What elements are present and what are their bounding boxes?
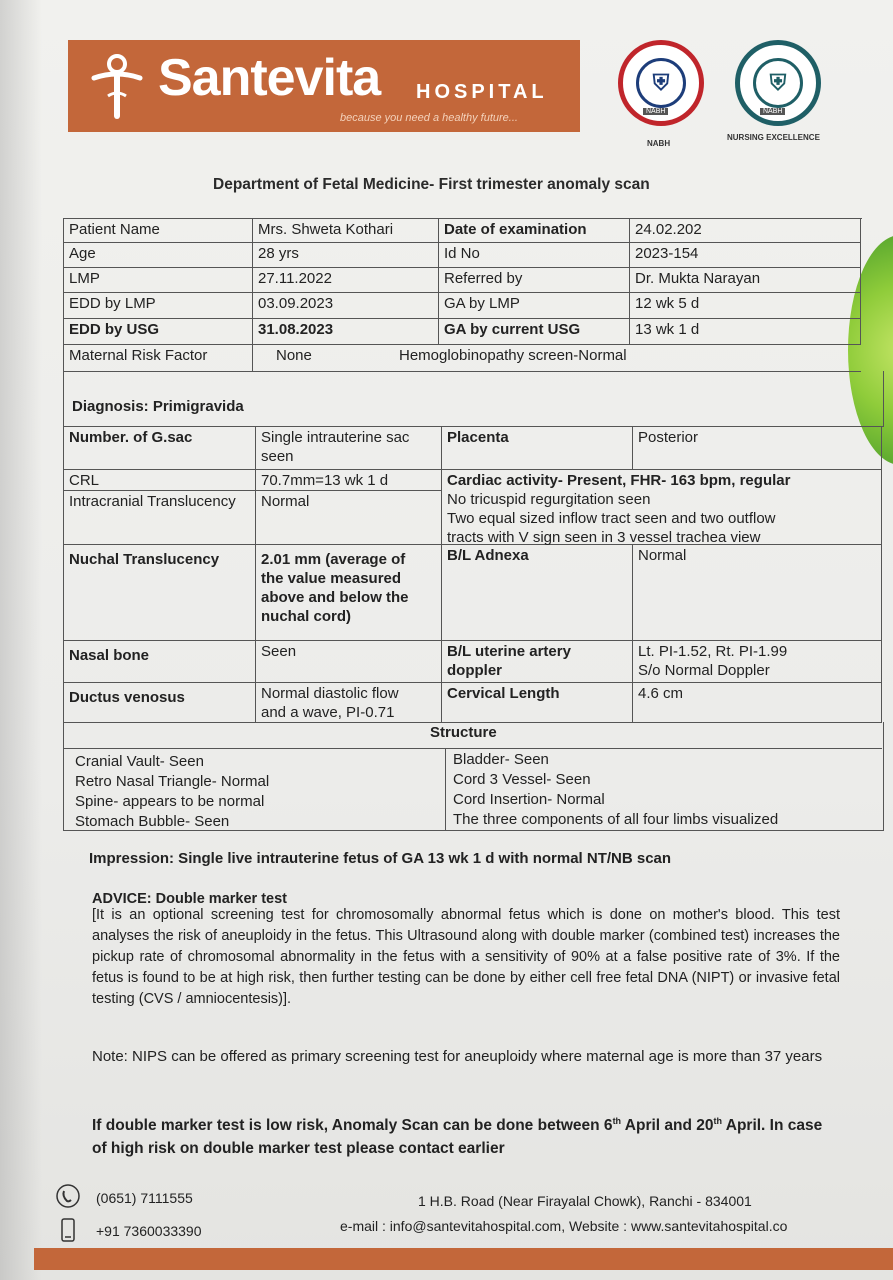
- footer-contact: e-mail : info@santevitahospital.com, Website : www.santevitahospital.co: [340, 1218, 788, 1234]
- patient-name-label: Patient Name: [64, 219, 253, 243]
- advice-body: [It is an optional screening test for chromosomally abnormal fetus which is done on mother's blood. This test analyses the risk of aneuploidy in the fetus. This Ultrasound along with double marker (combined test) increases the pickup rate of chromosomal abnormality in the fetus with a sensitivity of 90% at a false positive rate of 3%. If the fetus is found to be at high risk, then further testing can be done by either cell free fetal DNA (NIPT) or invasive fetal testing (CVS / amniocentesis)].: [92, 907, 840, 1007]
- placenta-value: Posterior: [633, 427, 882, 470]
- footer-bar: [34, 1248, 893, 1270]
- ga-lmp-value: 12 wk 5 d: [630, 293, 861, 319]
- nt-value: 2.01 mm (average of the value measured above and below the nuchal cord): [256, 545, 442, 641]
- adnexa-value: Normal: [633, 545, 882, 641]
- cardiac-line-2: No tricuspid regurgitation seen: [447, 491, 651, 508]
- edd-lmp-value: 03.09.2023: [253, 293, 439, 319]
- brand-tagline: because you need a healthy future...: [340, 112, 518, 124]
- structure-heading: Structure: [430, 724, 497, 741]
- structure-left-2: Retro Nasal Triangle- Normal: [75, 773, 270, 790]
- advice-heading: ADVICE: Double marker test: [92, 891, 287, 907]
- id-label: Id No: [439, 243, 630, 268]
- risk-note: Hemoglobinopathy screen-Normal: [399, 347, 627, 364]
- hospital-banner: [68, 40, 580, 132]
- dv-value: Normal diastolic flow and a wave, PI-0.71: [256, 683, 442, 723]
- uterine-value-line-1: Lt. PI-1.52, Rt. PI-1.99: [638, 643, 788, 660]
- nursing-excellence-seal-icon: ⛨ NABH: [735, 40, 821, 126]
- cardiac-line-4: tracts with V sign seen in 3 vessel trachea view: [447, 529, 761, 546]
- gsac-label: Number. of G.sac: [64, 427, 256, 470]
- structure-divider: [63, 748, 882, 749]
- structure-right-2: Cord 3 Vessel- Seen: [453, 771, 591, 788]
- placenta-label: Placenta: [442, 427, 633, 470]
- document-title: Department of Fetal Medicine- First trimester anomaly scan: [213, 176, 650, 193]
- patient-name-value: Mrs. Shweta Kothari: [253, 219, 439, 243]
- risk-label: Maternal Risk Factor: [64, 345, 253, 372]
- uterine-value: [633, 641, 882, 683]
- exam-date-label: Date of examination: [439, 219, 630, 243]
- id-value: 2023-154: [630, 243, 861, 268]
- brand-name: Santevita: [158, 49, 381, 107]
- diagnosis: Diagnosis: Primigravida: [72, 398, 244, 415]
- page-shadow: [0, 0, 42, 1280]
- patient-table: [63, 218, 862, 373]
- nt-label: Nuchal Translucency: [64, 545, 256, 641]
- risk-value: None: [276, 347, 312, 364]
- structure-right-3: Cord Insertion- Normal: [453, 791, 605, 808]
- cardiac-line-3: Two equal sized inflow tract seen and two outflow: [447, 510, 776, 527]
- edd-lmp-label: EDD by LMP: [64, 293, 253, 319]
- footer-mobile: +91 7360033390: [96, 1223, 202, 1239]
- cervix-value: 4.6 cm: [633, 683, 882, 723]
- structure-right-1: Bladder- Seen: [453, 751, 549, 768]
- structure-left-4: Stomach Bubble- Seen: [75, 813, 230, 830]
- exam-date-value: 24.02.202: [630, 219, 861, 243]
- footer-address: 1 H.B. Road (Near Firayalal Chowk), Ranchi - 834001: [418, 1193, 752, 1209]
- uterine-value-line-2: S/o Normal Doppler: [638, 662, 770, 679]
- nabh-seal-icon: ⛨ NABH: [618, 40, 704, 126]
- brand-subtitle: HOSPITAL: [416, 81, 548, 103]
- followup: If double marker test is low risk, Anomaly Scan can be done between 6th April and 20th April. In case of high risk on double marker test please contact earlier: [92, 1116, 823, 1158]
- structure-right-4: The three components of all four limbs visualized: [453, 811, 779, 828]
- age-value: 28 yrs: [253, 243, 439, 268]
- ga-usg-label: GA by current USG: [439, 319, 630, 345]
- referred-label: Referred by: [439, 268, 630, 293]
- structure-left-3: Spine- appears to be normal: [75, 793, 265, 810]
- findings-table: [63, 426, 883, 723]
- risk-row: [253, 345, 861, 372]
- edd-usg-label: EDD by USG: [64, 319, 253, 345]
- structure-column-divider: [445, 748, 446, 830]
- seal2-caption: NURSING EXCELLENCE: [727, 133, 820, 142]
- lmp-label: LMP: [64, 268, 253, 293]
- cervix-label: Cervical Length: [442, 683, 633, 723]
- gsac-value: Single intrauterine sac seen: [256, 427, 442, 470]
- lmp-value: 27.11.2022: [253, 268, 439, 293]
- ga-usg-value: 13 wk 1 d: [630, 319, 861, 345]
- hospital-logo-icon: [88, 52, 146, 120]
- note: Note: NIPS can be offered as primary screening test for aneuploidy where maternal age is more than 37 years: [92, 1048, 823, 1065]
- ga-lmp-label: GA by LMP: [439, 293, 630, 319]
- cardiac-activity: [442, 470, 882, 545]
- mobile-icon: [60, 1218, 76, 1242]
- seal1-caption: NABH: [647, 139, 671, 148]
- impression: Impression: Single live intrauterine fetus of GA 13 wk 1 d with normal NT/NB scan: [89, 850, 672, 867]
- nasal-label: Nasal bone: [64, 641, 256, 683]
- dv-label: Ductus venosus: [64, 683, 256, 723]
- referred-value: Dr. Mukta Narayan: [630, 268, 861, 293]
- structure-left-1: Cranial Vault- Seen: [75, 753, 204, 770]
- it-label: Intracranial Translucency: [64, 491, 256, 545]
- it-value: Normal: [256, 491, 442, 545]
- edd-usg-value: 31.08.2023: [253, 319, 439, 345]
- nasal-value: Seen: [256, 641, 442, 683]
- phone-icon: [56, 1184, 80, 1208]
- cardiac-line-1: Cardiac activity- Present, FHR- 163 bpm, regular: [447, 472, 791, 489]
- crl-value: 70.7mm=13 wk 1 d: [256, 470, 442, 491]
- crl-label: CRL: [64, 470, 256, 491]
- uterine-label: B/L uterine artery doppler: [442, 641, 633, 683]
- footer-phone: (0651) 7111555: [96, 1190, 193, 1206]
- age-label: Age: [64, 243, 253, 268]
- adnexa-label: B/L Adnexa: [442, 545, 633, 641]
